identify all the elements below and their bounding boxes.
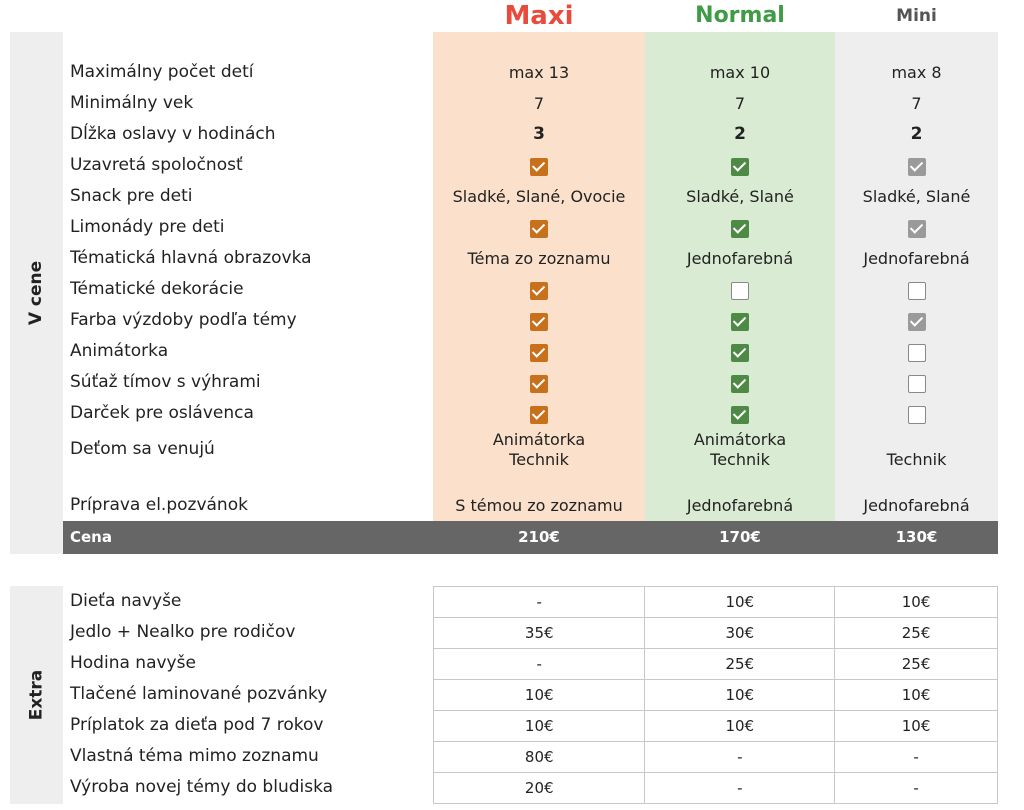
normal-checkbox — [645, 305, 835, 336]
normal-value: 2 — [734, 124, 746, 144]
section-included-label: V cene — [26, 260, 47, 326]
normal-checkbox — [645, 212, 835, 243]
mini-value: Jednofarebná — [863, 249, 970, 268]
row-label: Farba výzdoby podľa témy — [70, 310, 297, 330]
mini-checkbox — [835, 212, 998, 243]
maxi-value: S témou zo zoznamu — [455, 496, 623, 515]
mini-value: max 8 — [891, 63, 942, 82]
extra-mini-value: 10€ — [835, 680, 998, 711]
price-normal: 170€ — [719, 528, 761, 546]
extras-table — [433, 586, 998, 804]
mini-checkbox — [835, 150, 998, 181]
mini-value: Sladké, Slané — [862, 187, 971, 206]
table-row — [434, 587, 998, 618]
empty-box-icon — [908, 375, 926, 393]
normal-checkbox — [645, 274, 835, 305]
mini-checkbox — [835, 367, 998, 398]
empty-box-icon — [908, 406, 926, 424]
row-label: Dĺžka oslavy v hodinách — [70, 124, 276, 144]
mini-value: Technik — [886, 450, 947, 469]
maxi-value: Animátorka Technik — [492, 430, 586, 469]
checkmark-icon — [908, 220, 926, 238]
extra-maxi-value: - — [434, 649, 645, 680]
checkmark-icon — [908, 313, 926, 331]
checkmark-icon — [530, 375, 548, 393]
extra-normal-value: 25€ — [645, 649, 835, 680]
normal-value: Jednofarebná — [686, 496, 794, 515]
extra-label: Tlačené laminované pozvánky — [70, 684, 328, 704]
checkmark-icon — [731, 406, 749, 424]
maxi-checkbox — [433, 274, 645, 305]
extra-maxi-value: 10€ — [434, 711, 645, 742]
row-label: Tématická hlavná obrazovka — [70, 248, 312, 268]
row-label: Limonády pre deti — [70, 217, 225, 237]
maxi-checkbox — [433, 305, 645, 336]
empty-box-icon — [908, 282, 926, 300]
maxi-value: Téma zo zoznamu — [467, 249, 611, 268]
checkmark-icon — [731, 313, 749, 331]
checkmark-icon — [731, 220, 749, 238]
table-row — [434, 711, 998, 742]
empty-box-icon — [731, 282, 749, 300]
normal-checkbox — [645, 367, 835, 398]
normal-value: Sladké, Slané — [686, 187, 794, 206]
mini-value: 2 — [910, 124, 923, 144]
extra-mini-value: 10€ — [835, 587, 998, 618]
section-extra — [10, 586, 63, 804]
maxi-value: 3 — [533, 124, 545, 144]
checkmark-icon — [530, 220, 548, 238]
extra-mini-value: 10€ — [835, 711, 998, 742]
checkmark-icon — [731, 158, 749, 176]
extra-mini-value: - — [835, 773, 998, 804]
extra-normal-value: 10€ — [645, 711, 835, 742]
extra-normal-value: - — [645, 742, 835, 773]
extra-maxi-value: - — [434, 587, 645, 618]
mini-checkbox — [835, 305, 998, 336]
normal-value: Jednofarebná — [686, 249, 794, 268]
extra-label: Jedlo + Nealko pre rodičov — [70, 622, 296, 642]
extra-normal-value: 10€ — [645, 587, 835, 618]
row-label: Darček pre oslávenca — [70, 403, 254, 423]
empty-box-icon — [908, 344, 926, 362]
row-label: Maximálny počet detí — [70, 62, 254, 82]
table-row — [434, 742, 998, 773]
maxi-checkbox — [433, 212, 645, 243]
extra-label: Vlastná téma mimo zoznamu — [70, 746, 319, 766]
extra-label: Dieťa navyše — [70, 591, 182, 611]
section-included — [10, 32, 63, 554]
checkmark-icon — [731, 344, 749, 362]
normal-value: Animátorka Technik — [693, 430, 787, 469]
price-label: Cena — [70, 528, 112, 546]
checkmark-icon — [530, 344, 548, 362]
extra-normal-value: - — [645, 773, 835, 804]
mini-value: Jednofarebná — [863, 496, 970, 515]
normal-value: 7 — [734, 94, 746, 113]
table-row — [434, 649, 998, 680]
maxi-value: 7 — [533, 94, 545, 113]
header-maxi: Maxi — [504, 1, 574, 31]
extra-mini-value: 25€ — [835, 618, 998, 649]
maxi-checkbox — [433, 150, 645, 181]
normal-value: max 10 — [709, 63, 771, 82]
extra-label: Príplatok za dieťa pod 7 rokov — [70, 715, 324, 735]
extra-maxi-value: 35€ — [434, 618, 645, 649]
maxi-value: Sladké, Slané, Ovocie — [452, 187, 626, 206]
checkmark-icon — [530, 282, 548, 300]
extra-maxi-value: 10€ — [434, 680, 645, 711]
maxi-checkbox — [433, 398, 645, 429]
header-normal: Normal — [695, 3, 785, 28]
maxi-checkbox — [433, 336, 645, 367]
checkmark-icon — [731, 375, 749, 393]
maxi-value: max 13 — [508, 63, 570, 82]
section-extra-label: Extra — [26, 669, 47, 721]
normal-checkbox — [645, 150, 835, 181]
checkmark-icon — [530, 313, 548, 331]
normal-checkbox — [645, 398, 835, 429]
mini-checkbox — [835, 398, 998, 429]
checkmark-icon — [530, 158, 548, 176]
extra-mini-value: - — [835, 742, 998, 773]
extra-normal-value: 10€ — [645, 680, 835, 711]
checkmark-icon — [908, 158, 926, 176]
row-label: Deťom sa venujú — [70, 439, 215, 459]
row-label: Uzavretá spoločnosť — [70, 155, 243, 175]
extra-maxi-value: 80€ — [434, 742, 645, 773]
price-mini: 130€ — [895, 528, 938, 546]
maxi-checkbox — [433, 367, 645, 398]
row-label: Animátorka — [70, 341, 169, 361]
extra-maxi-value: 20€ — [434, 773, 645, 804]
mini-value: 7 — [911, 94, 922, 113]
row-label: Snack pre deti — [70, 186, 193, 206]
row-label: Tématické dekorácie — [70, 279, 244, 299]
mini-checkbox — [835, 274, 998, 305]
extra-normal-value: 30€ — [645, 618, 835, 649]
price-maxi: 210€ — [518, 528, 560, 546]
checkmark-icon — [530, 406, 548, 424]
header-mini: Mini — [896, 6, 937, 26]
extra-mini-value: 25€ — [835, 649, 998, 680]
extra-label: Výroba novej témy do bludiska — [70, 777, 334, 797]
normal-checkbox — [645, 336, 835, 367]
row-label: Súťaž tímov s výhrami — [70, 372, 261, 392]
extra-label: Hodina navyše — [70, 653, 196, 673]
table-row — [434, 618, 998, 649]
table-row — [434, 773, 998, 804]
table-row — [434, 680, 998, 711]
row-label: Príprava el.pozvánok — [70, 495, 248, 515]
row-label: Minimálny vek — [70, 93, 194, 113]
mini-checkbox — [835, 336, 998, 367]
